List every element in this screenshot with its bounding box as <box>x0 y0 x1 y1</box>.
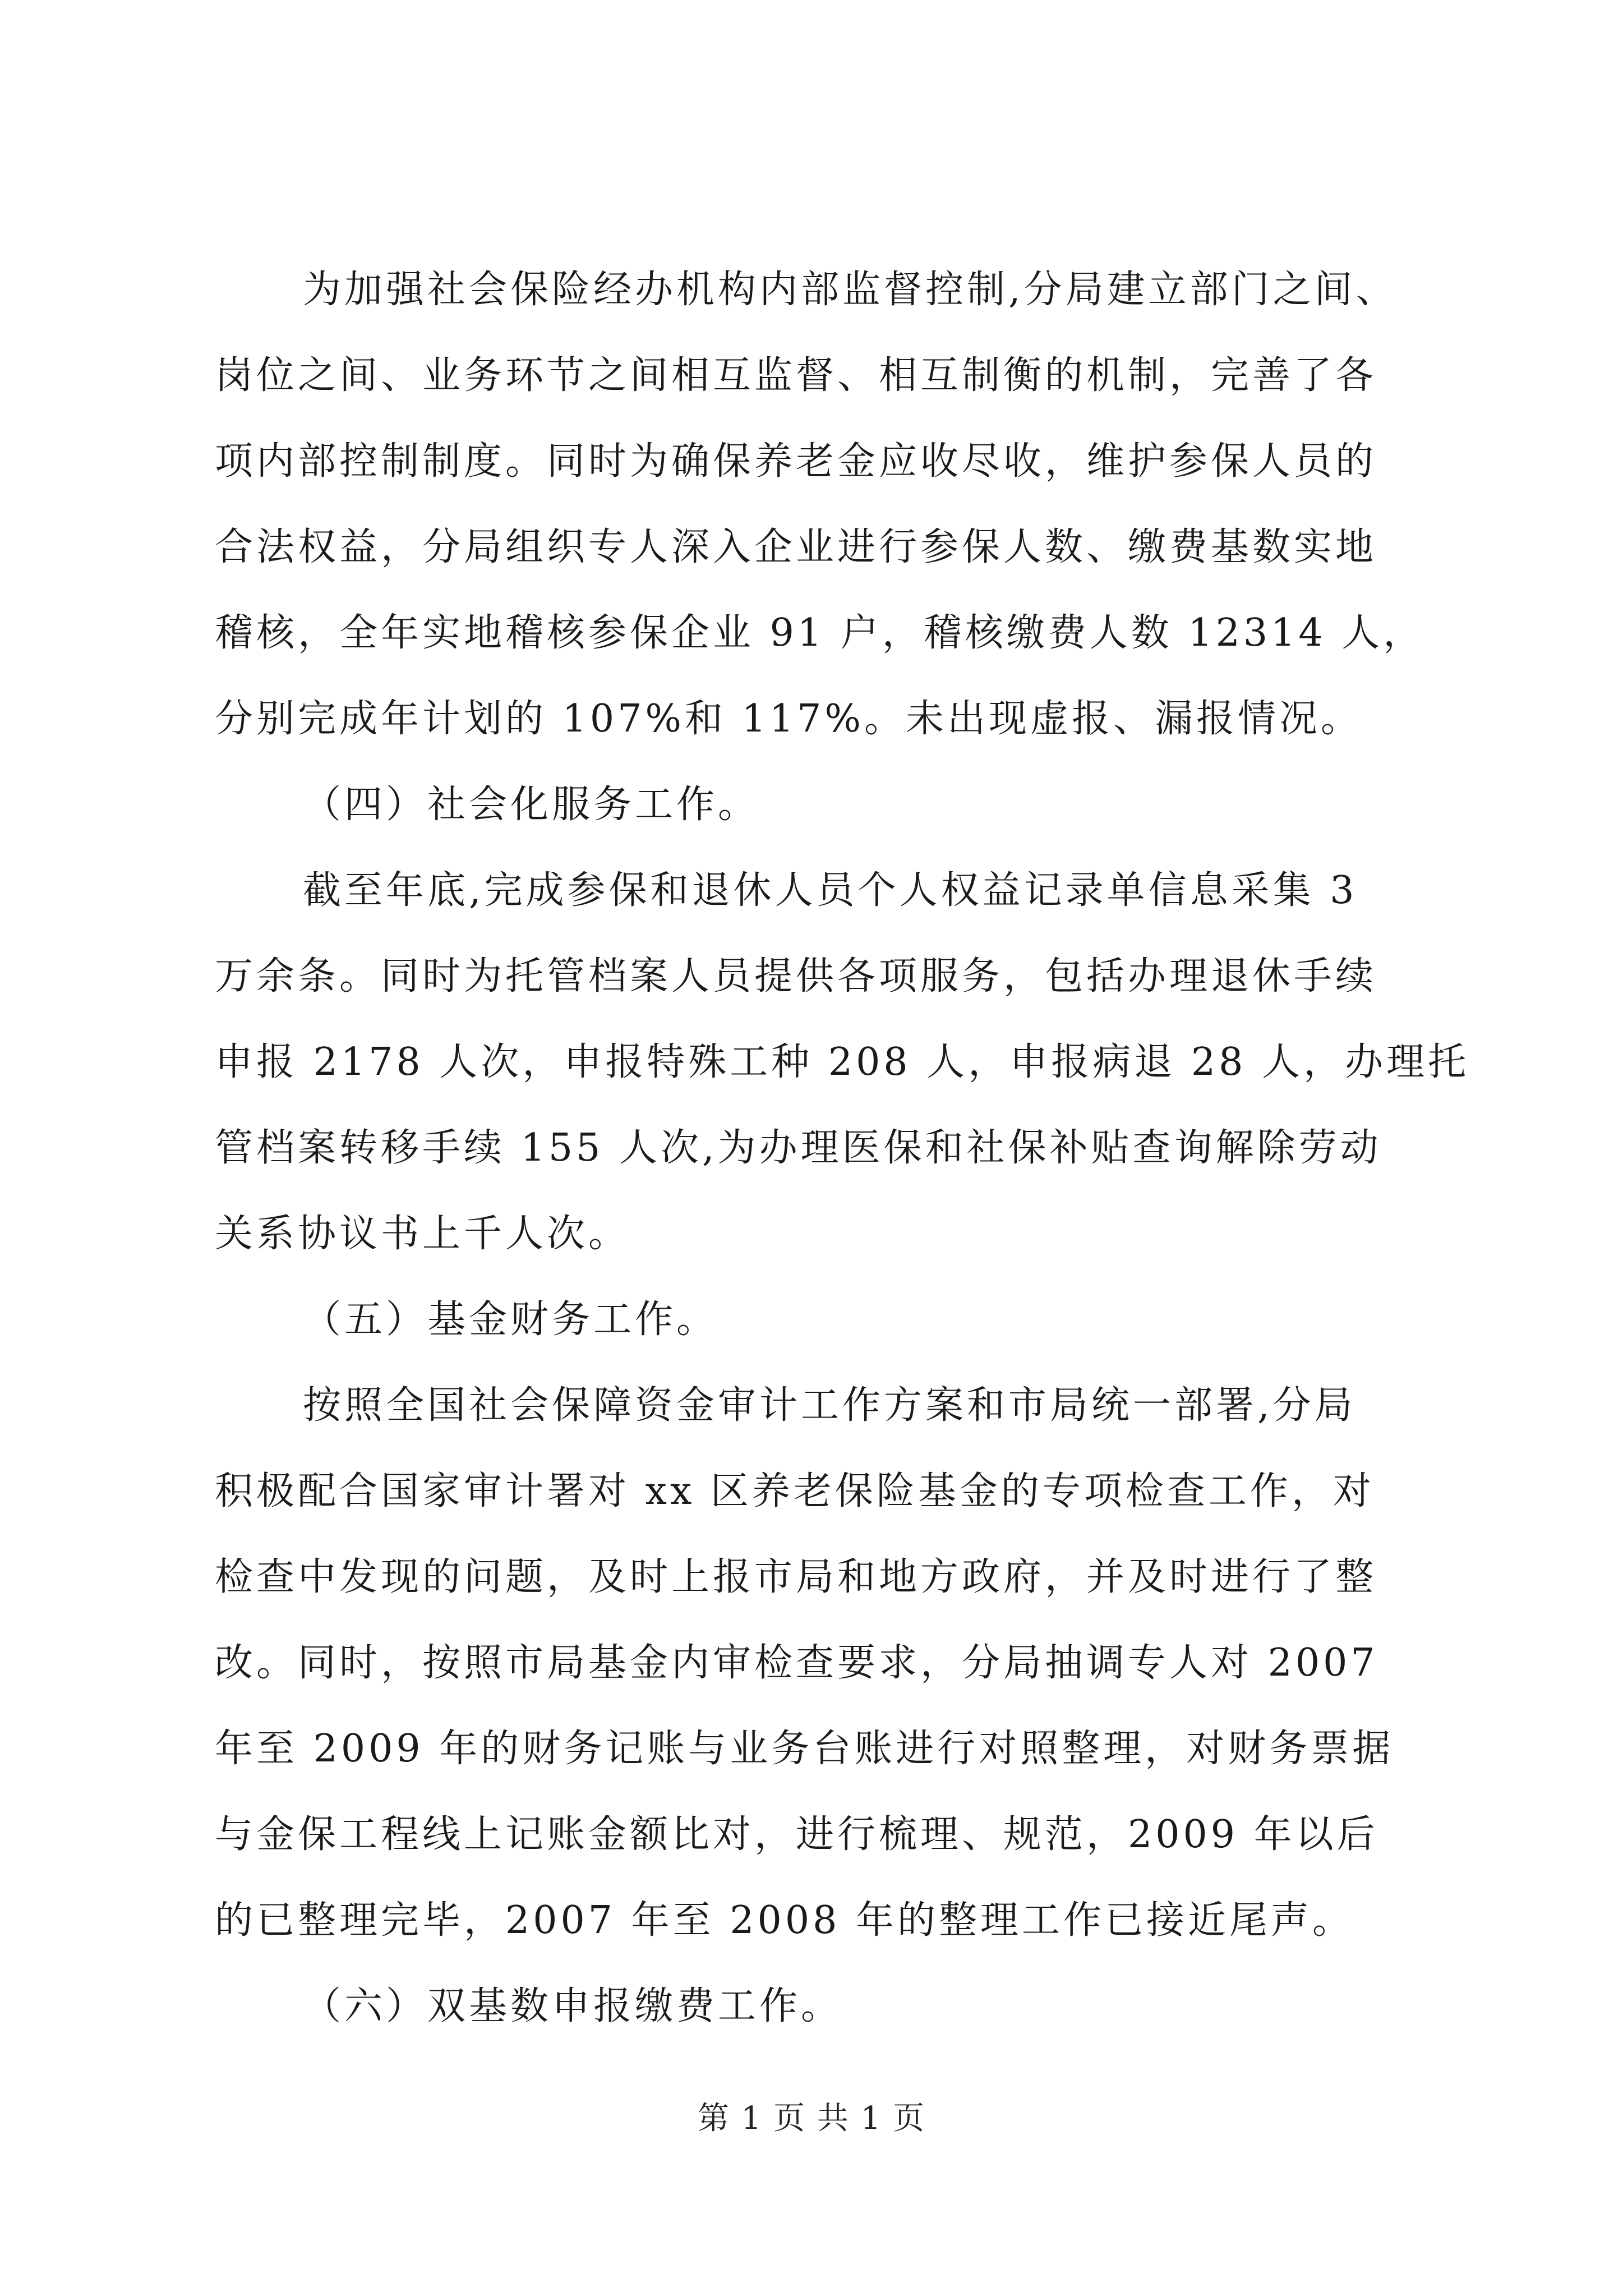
paragraph-1-line-4: 合法权益，分局组织专人深入企业进行参保人数、缴费基数实地 <box>215 525 1377 569</box>
paragraph-3-line-2: 积极配合国家审计署对 xx 区养老保险基金的专项检查工作，对 <box>215 1469 1375 1513</box>
paragraph-1-line-6: 分别完成年计划的 107%和 117%。未出现虚报、漏报情况。 <box>215 697 1363 741</box>
paragraph-1-line-3: 项内部控制制度。同时为确保养老金应收尽收，维护参保人员的 <box>215 439 1377 484</box>
paragraph-3-line-1: 按照全国社会保障资金审计工作方案和市局统一部署,分局 <box>303 1383 1356 1428</box>
paragraph-3-line-4: 改。同时，按照市局基金内审检查要求，分局抽调专人对 2007 <box>215 1641 1378 1685</box>
page-footer: 第 1 页 共 1 页 <box>697 2100 926 2137</box>
paragraph-1-line-2: 岗位之间、业务环节之间相互监督、相互制衡的机制，完善了各 <box>215 353 1377 398</box>
paragraph-3-line-6: 与金保工程线上记账金额比对，进行梳理、规范，2009 年以后 <box>215 1812 1378 1857</box>
paragraph-2-line-1: 截至年底,完成参保和退休人员个人权益记录单信息采集 3 <box>303 868 1358 913</box>
paragraph-3-line-5: 年至 2009 年的财务记账与业务台账进行对照整理，对财务票据 <box>215 1727 1394 1771</box>
paragraph-1-line-5: 稽核，全年实地稽核参保企业 91 户，稽核缴费人数 12314 人， <box>215 611 1425 655</box>
paragraph-2-line-4: 管档案转移手续 155 人次,为办理医保和社保补贴查询解除劳动 <box>215 1126 1382 1170</box>
paragraph-3-line-3: 检查中发现的问题，及时上报市局和地方政府，并及时进行了整 <box>215 1555 1377 1599</box>
section-heading-6: （六）双基数申报缴费工作。 <box>303 1984 843 2028</box>
paragraph-2-line-5: 关系协议书上千人次。 <box>215 1212 630 1256</box>
paragraph-1-line-1: 为加强社会保险经办机构内部监督控制,分局建立部门之间、 <box>303 268 1398 312</box>
section-heading-4: （四）社会化服务工作。 <box>303 783 760 827</box>
paragraph-2-line-2: 万余条。同时为托管档案人员提供各项服务，包括办理退休手续 <box>215 954 1377 999</box>
paragraph-3-line-7: 的已整理完毕，2007 年至 2008 年的整理工作已接近尾声。 <box>215 1898 1354 1943</box>
section-heading-5: （五）基金财务工作。 <box>303 1297 718 1342</box>
paragraph-2-line-3: 申报 2178 人次，申报特殊工种 208 人，申报病退 28 人，办理托 <box>215 1040 1470 1084</box>
